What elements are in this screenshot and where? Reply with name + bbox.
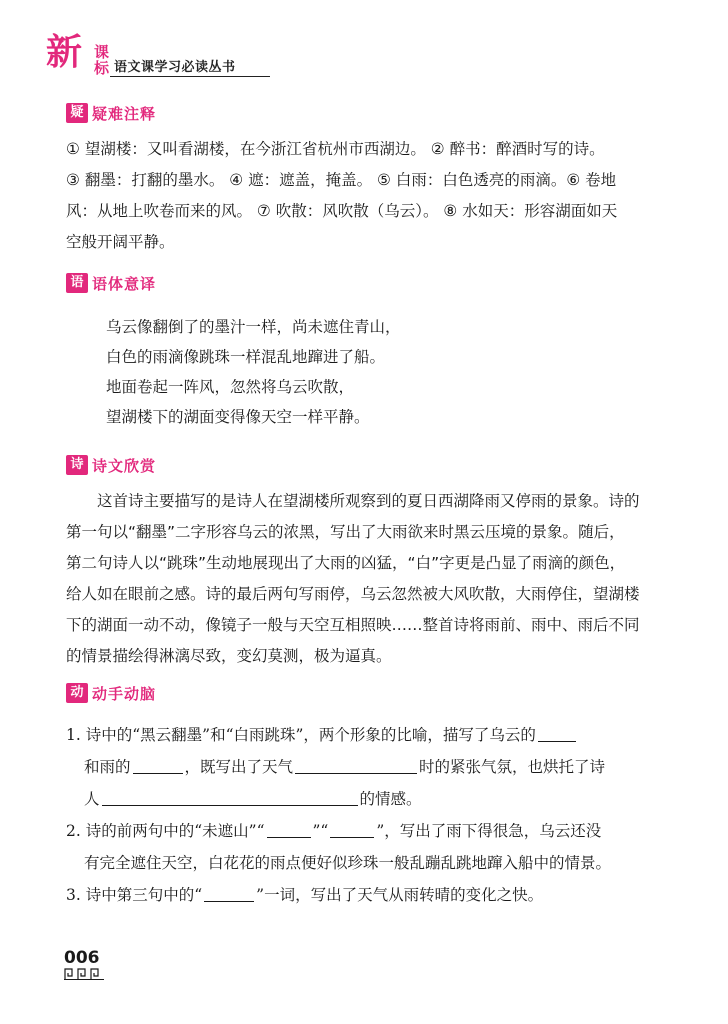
section-heading-translation	[66, 272, 156, 294]
notes-block	[66, 134, 666, 258]
page-number: 006	[64, 948, 100, 968]
appreciation-line: 这首诗主要描写的是诗人在望湖楼所观察到的夏日西湖降雨又停雨的景象。诗的	[97, 492, 640, 510]
translation-section-title: 语体意译	[92, 274, 157, 293]
translation-line: 白色的雨滴像跳珠一样混乱地蹿进了船。	[106, 348, 386, 366]
appreciation-section-title: 诗文欣赏	[92, 456, 157, 475]
translation-line: 乌云像翻倒了的墨汁一样，尚未遮住青山，	[106, 318, 401, 336]
series-logo-ke: 课	[94, 43, 110, 61]
answer-blank[interactable]	[538, 723, 576, 742]
question-text: 2. 诗的前两句中的“未遮山”“	[66, 822, 265, 840]
question-text: 的情感。	[359, 790, 422, 808]
note-line: ③ 翻墨：打翻的墨水。 ④ 遮：遮盖，掩盖。 ⑤ 白雨：白色透亮的雨滴。⑥ 卷地	[66, 171, 617, 189]
section-heading-appreciation	[66, 454, 156, 476]
question-text: ”，写出了雨下得很急，乌云还没	[376, 822, 602, 840]
note-line: 风：从地上吹卷而来的风。 ⑦ 吹散：风吹散（乌云）。 ⑧ 水如天：形容湖面如天	[66, 202, 618, 220]
notes-section-icon: 疑	[66, 103, 88, 123]
notes-section-title: 疑难注释	[92, 104, 157, 123]
exercise-section-icon: 动	[66, 683, 88, 703]
section-heading-exercise	[66, 682, 156, 704]
appreciation-line: 下的湖面一动不动，像镜子一般与天空互相照映……整首诗将雨前、雨中、雨后不同	[66, 616, 640, 634]
translation-line: 地面卷起一阵风，忽然将乌云吹散，	[106, 378, 355, 396]
question-text: 时的紧张气氛，也烘托了诗	[419, 758, 606, 776]
answer-blank[interactable]	[267, 819, 311, 838]
answer-blank[interactable]	[295, 755, 417, 774]
question-text: 和雨的	[84, 758, 131, 776]
question-text: 人	[84, 790, 100, 808]
series-title: 语文课学习必读丛书	[114, 60, 236, 75]
appreciation-line: 的情景描绘得淋漓尽致，变幻莫测，极为逼真。	[66, 647, 392, 665]
appreciation-line: 第二句诗人以“跳珠”生动地展现出了大雨的凶猛，“白”字更是凸显了雨滴的颜色，	[66, 554, 626, 572]
translation-line: 望湖楼下的湖面变得像天空一样平静。	[106, 408, 370, 426]
appreciation-section-icon: 诗	[66, 455, 88, 475]
question-text: ”一词，写出了天气从雨转晴的变化之快。	[256, 886, 544, 904]
answer-blank[interactable]	[330, 819, 374, 838]
note-line: ① 望湖楼：又叫看湖楼，在今浙江省杭州市西湖边。 ② 醉书：醉酒时写的诗。	[66, 140, 605, 158]
series-logo-biao: 标	[94, 59, 110, 77]
exercise-section-title: 动手动脑	[92, 684, 157, 703]
question-text: ，既写出了天气	[184, 758, 294, 776]
header-divider	[110, 76, 270, 77]
question-2-line-1	[66, 816, 601, 847]
question-text: 3. 诗中第三句中的“	[66, 886, 203, 904]
question-1-line-1	[66, 720, 578, 751]
appreciation-line: 第一句以“翻墨”二字形容乌云的浓黑，写出了大雨欲来时黑云压境的景象。随后，	[66, 523, 625, 541]
translation-section-icon: 语	[66, 273, 88, 293]
question-text: ”“	[312, 822, 329, 840]
appreciation-block	[66, 486, 666, 672]
page-ornament-icon	[64, 968, 104, 980]
appreciation-line: 给人如在眼前之感。诗的最后两句写雨停，乌云忽然被大风吹散，大雨停住，望湖楼	[66, 585, 640, 603]
note-line: 空般开阔平静。	[66, 233, 175, 251]
answer-blank[interactable]	[204, 883, 254, 902]
section-heading-notes	[66, 102, 156, 124]
answer-blank[interactable]	[102, 787, 358, 806]
question-text: 1. 诗中的“黑云翻墨”和“白雨跳珠”，两个形象的比喻，描写了乌云的	[66, 726, 536, 744]
question-1-line-3	[84, 784, 422, 815]
question-3-line-1	[66, 880, 543, 911]
series-logo-xin: 新	[46, 31, 81, 73]
question-2-line-2: 有完全遮住天空，白花花的雨点便好似珍珠一般乱蹦乱跳地蹿入船中的情景。	[84, 854, 612, 872]
answer-blank[interactable]	[133, 755, 183, 774]
page-header	[44, 28, 704, 78]
question-1-line-2	[84, 752, 605, 783]
